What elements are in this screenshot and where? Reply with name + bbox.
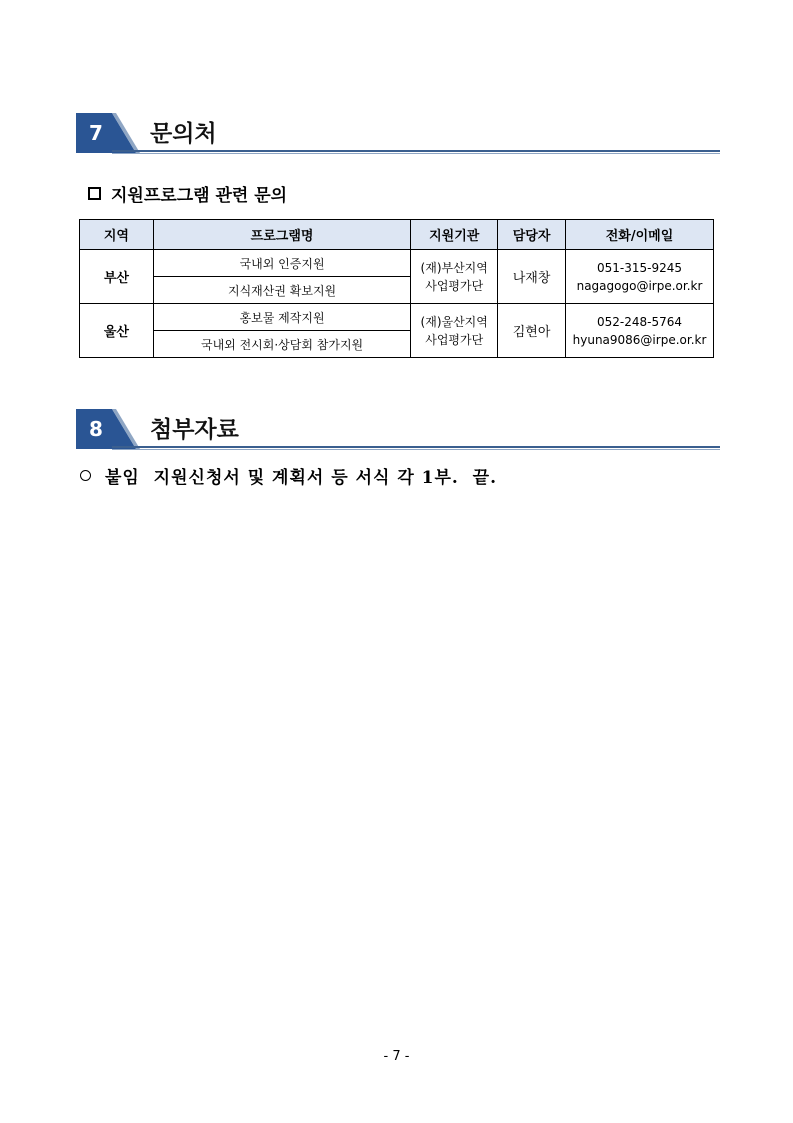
section-rule-light	[112, 449, 720, 450]
section-title: 문의처	[150, 121, 217, 147]
column-header: 지원기관	[411, 220, 498, 250]
agency-line: 사업평가단	[425, 278, 484, 293]
program-cell: 국내외 전시회·상담회 참가지원	[153, 331, 410, 358]
agency-line: (재)부산지역	[420, 260, 488, 275]
section-number: 7	[89, 121, 103, 145]
manager-cell: 김현아	[498, 304, 566, 358]
agency-line: (재)울산지역	[420, 314, 488, 329]
column-header: 지역	[80, 220, 154, 250]
program-cell: 홍보물 제작지원	[153, 304, 410, 331]
column-header: 전화/이메일	[566, 220, 714, 250]
table-row	[80, 304, 714, 331]
section-number: 8	[89, 417, 103, 441]
program-cell: 국내외 인증지원	[153, 250, 410, 277]
contact-cell	[566, 250, 714, 304]
table-row	[80, 250, 714, 277]
page-number: - 7 -	[383, 1049, 410, 1064]
section-7-header	[76, 113, 720, 153]
program-cell: 지식재산권 확보지원	[153, 277, 410, 304]
section-8-header	[76, 409, 720, 449]
section-title: 첨부자료	[150, 417, 239, 443]
agency-cell	[411, 304, 498, 358]
region-cell: 부산	[80, 250, 154, 304]
email-address: nagagogo@irpe.or.kr	[576, 278, 703, 293]
attachment-line	[80, 463, 497, 488]
phone-number: 051-315-9245	[597, 260, 683, 275]
agency-cell	[411, 250, 498, 304]
section-rule	[112, 150, 720, 152]
contact-table	[79, 219, 714, 358]
table-header-row	[80, 220, 714, 250]
agency-line: 사업평가단	[425, 332, 484, 347]
contact-cell	[566, 304, 714, 358]
section-number-badge	[76, 409, 116, 449]
column-header: 담당자	[498, 220, 566, 250]
manager-cell: 나재창	[498, 250, 566, 304]
subsection-title-row	[88, 181, 287, 206]
subsection-title: 지원프로그램 관련 문의	[111, 186, 288, 206]
square-bullet-icon	[88, 187, 101, 200]
circle-bullet-icon	[80, 470, 91, 481]
section-rule	[112, 446, 720, 448]
column-header: 프로그램명	[153, 220, 410, 250]
section-number-badge	[76, 113, 116, 153]
attachment-text: 붙임 지원신청서 및 계획서 등 서식 각 1부. 끝.	[105, 468, 498, 488]
section-rule-light	[112, 153, 720, 154]
email-address: hyuna9086@irpe.or.kr	[572, 332, 707, 347]
phone-number: 052-248-5764	[597, 314, 683, 329]
region-cell: 울산	[80, 304, 154, 358]
